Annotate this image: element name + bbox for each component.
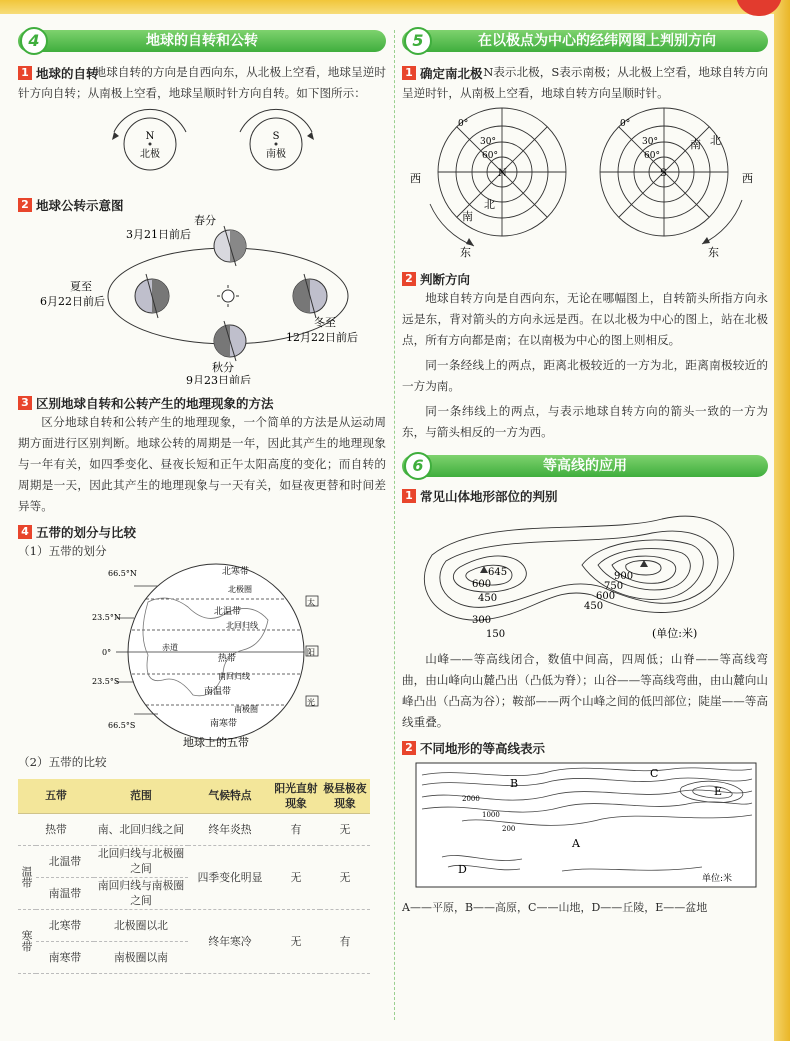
sub-5-2-title: 判断方向	[420, 272, 471, 287]
cell-sun: 无	[272, 845, 320, 909]
contour-600b: 600	[596, 591, 616, 602]
table-header-row	[18, 779, 370, 813]
sub-4-2-number: 2	[18, 198, 32, 212]
contour-label-2000: 2000	[462, 795, 480, 803]
page-top-edge	[0, 0, 790, 14]
sp-south: 南	[690, 138, 701, 151]
sub-6-1-title: 常见山体地形部位的判别	[420, 489, 558, 504]
table-row	[18, 813, 370, 845]
sub-5-1-title: 确定南北极	[420, 66, 483, 81]
section-5-header	[402, 30, 768, 52]
cell-zone: 南寒带	[36, 941, 94, 973]
five-zones-table	[18, 779, 370, 974]
sub-5-2-heading	[402, 270, 768, 288]
zone-arctic-circle: 北极圈	[228, 585, 252, 594]
contour-300: 300	[472, 615, 492, 626]
lat-23s: 23.5°S	[92, 677, 120, 686]
np-east: 东	[460, 246, 471, 259]
north-pole-circle	[112, 109, 186, 170]
cell-climate: 终年炎热	[188, 813, 272, 845]
th-direct-sun: 阳光直射现象	[272, 779, 320, 813]
np-zero: 0°	[458, 119, 469, 129]
five-zones-caption: 地球上的五带	[183, 736, 249, 748]
th-polar-day: 极昼极夜现象	[320, 779, 370, 813]
sub-4-4-heading	[18, 523, 386, 541]
sub-4-1-title: 地球的自转	[36, 66, 99, 81]
five-zones-sub2: （2）五带的比较	[18, 755, 107, 769]
south-pole-circle	[240, 109, 314, 170]
section-4-header	[18, 30, 386, 52]
revolution-diagram	[18, 214, 386, 384]
direction-text-1: 地球自转方向是自西向东，无论在哪幅图上，自转箭头所指方向永远是东，背对箭头的方向永远是西。在以北极为中心的图上，站在北极点，所有方向都是南；在以南极为中心的图上则相反。	[402, 291, 768, 347]
cell-zone: 北寒带	[36, 909, 94, 941]
lat-66n: 66.5°N	[108, 569, 137, 578]
rotation-text: 地球自转的方向是自西向东，从北极上空看，地球呈逆时针方向自转；从南极上空看，地球呈顺时针方向自转。如下图所示：	[18, 65, 386, 100]
section-6-number: 6	[404, 452, 432, 480]
poles-text: N表示北极，S表示南极；从北极上空看，地球自转方向呈逆时针，从南极上空看，地球自转方向呈顺时针。	[402, 65, 768, 100]
sun-label-1: 太	[307, 598, 315, 607]
cell-zone: 南温带	[36, 877, 94, 909]
section-5-number: 5	[404, 27, 432, 55]
zone-north-temperate: 北温带	[214, 607, 242, 617]
np-lat30: 30°	[480, 137, 496, 147]
sub-5-1-number: 1	[402, 66, 416, 80]
lat-23n: 23.5°N	[92, 613, 121, 622]
terrain-letter-c: C	[650, 767, 659, 780]
sub-4-2-title: 地球公转示意图	[36, 198, 124, 213]
terrain-letter-b: B	[510, 777, 519, 790]
sp-east: 东	[708, 246, 719, 259]
sun-icon	[217, 285, 239, 307]
sub-6-2-number: 2	[402, 741, 416, 755]
winter-date: 12月22日前后	[286, 331, 358, 344]
sp-west: 西	[742, 172, 753, 185]
autumn-label: 秋分	[212, 361, 234, 374]
sub-4-4-title: 五带的划分与比较	[36, 525, 137, 540]
lat-0: 0°	[102, 648, 112, 657]
np-south: 南	[462, 210, 473, 223]
terrain-unit: 单位:米	[702, 874, 733, 884]
summer-label: 夏至	[70, 280, 92, 293]
contour-900: 900	[614, 571, 634, 582]
sun-label-2: 阳	[307, 648, 315, 657]
five-zones-map	[18, 562, 386, 748]
autumn-date: 9月23日前后	[186, 374, 251, 384]
terrain-letter-a: A	[572, 837, 580, 850]
earth-spring	[214, 226, 246, 266]
contour-label-1000: 1000	[482, 811, 500, 819]
cell-climate: 终年寒冷	[188, 909, 272, 973]
sp-letter: S	[660, 168, 667, 179]
spring-date: 3月21日前后	[126, 228, 191, 241]
table-row	[18, 845, 370, 877]
zone-south-frigid: 南寒带	[210, 719, 238, 729]
sub-5-2-number: 2	[402, 272, 416, 286]
direction-text-3: 同一条纬线上的两点，与表示地球自转方向的箭头一致的一方为东，与箭头相反的一方为西。	[402, 404, 768, 439]
th-climate: 气候特点	[188, 779, 272, 813]
contour-750: 750	[604, 581, 624, 592]
zone-north-frigid: 北寒带	[222, 567, 250, 577]
sub-6-2-title: 不同地形的等高线表示	[420, 741, 546, 756]
lat-66s: 66.5°S	[108, 721, 136, 730]
cell-zone: 热带	[18, 813, 94, 845]
sub-6-2-heading	[402, 739, 768, 757]
contour-label-200: 200	[502, 825, 516, 833]
cell-sun: 有	[272, 813, 320, 845]
sub-6-1-heading	[402, 487, 768, 505]
zone-tropic-cancer: 北回归线	[226, 621, 258, 630]
contour-645: 645	[488, 567, 508, 578]
earth-winter	[293, 274, 327, 318]
zone-south-temperate: 南温带	[204, 687, 232, 697]
np-letter: N	[498, 168, 507, 179]
sub-4-2-heading	[18, 196, 386, 214]
contour-600: 600	[472, 579, 492, 590]
section-4-title: 地球的自转和公转	[146, 33, 258, 49]
distinguish-text: 区分地球自转和公转产生的地理现象，一个简单的方法是从运动周期方面进行区别判断。地球公转的周期是一年，因此其产生的地理现象与一年有关，如四季变化、昼夜长短和正午太阳高度的变化；而自转的周期是一天，因此其产生的地理现象与一天有关，如昼夜更替和时间差异等。	[18, 415, 386, 513]
sub-6-1-number: 1	[402, 489, 416, 503]
sp-zero: 0°	[620, 119, 631, 129]
cell-range: 南、北回归线之间	[94, 813, 188, 845]
summer-date: 6月22日前后	[40, 295, 105, 308]
cell-zone: 北温带	[36, 845, 94, 877]
np-lat60: 60°	[482, 151, 498, 161]
sub-4-1-number: 1	[18, 66, 32, 80]
sp-lat60: 60°	[644, 151, 660, 161]
zone-tropic-capricorn: 南回归线	[218, 672, 250, 681]
sp-north: 北	[710, 134, 721, 147]
cell-group-temperate: 温带	[18, 845, 36, 909]
contour-150: 150	[486, 629, 506, 640]
sub-4-4-number: 4	[18, 525, 32, 539]
zone-equator: 赤道	[162, 643, 178, 652]
column-divider	[394, 30, 395, 1020]
sub-4-3-number: 3	[18, 396, 32, 410]
terrain-text: 山峰——等高线闭合，数值中间高，四周低；山脊——等高线弯曲，由山峰向山麓凸出（凸低为脊）；山谷——等高线弯曲，由山麓向山峰凸出（凸高为谷）；鞍部——两个山峰之间的低凹部位；陡崖——等高线重叠。	[402, 652, 768, 729]
contour-450: 450	[478, 593, 498, 604]
south-pole-letter: S	[272, 131, 280, 142]
sub-4-3-title: 区别地球自转和公转产生的地理现象的方法	[36, 396, 274, 411]
five-zones-sub1: （1）五带的划分	[18, 544, 107, 558]
np-north: 北	[484, 198, 495, 211]
section-6-header	[402, 455, 768, 477]
cell-range: 北极圈以北	[94, 909, 188, 941]
cell-polar: 无	[320, 845, 370, 909]
contour-450b: 450	[584, 601, 604, 612]
np-west: 西	[410, 172, 421, 185]
sun-label-3: 光	[307, 698, 315, 707]
spring-label: 春分	[194, 214, 216, 227]
terrain-letter-e: E	[714, 785, 723, 798]
sp-lat30: 30°	[642, 137, 658, 147]
terrain-contour-map	[402, 761, 768, 891]
th-range: 范围	[94, 779, 188, 813]
peak-triangle-icon	[640, 560, 648, 567]
terrain-legend: A——平原，B——高原，C——山地，D——丘陵，E——盆地	[402, 901, 708, 914]
table-row	[18, 909, 370, 941]
cell-sun: 无	[272, 909, 320, 973]
south-pole-name: 南极	[266, 149, 286, 160]
section-5-title: 在以极点为中心的经纬网图上判别方向	[478, 33, 716, 49]
winter-label: 冬至	[314, 316, 336, 329]
polar-grid-diagram	[402, 104, 768, 260]
th-zone: 五带	[18, 779, 94, 813]
sub-4-3-heading	[18, 394, 386, 412]
cell-climate: 四季变化明显	[188, 845, 272, 909]
cell-range: 南极圈以南	[94, 941, 188, 973]
earth-autumn	[214, 321, 246, 361]
cell-range: 北回归线与北极圈之间	[94, 845, 188, 877]
left-column	[18, 30, 386, 974]
right-column	[402, 30, 768, 915]
rotation-diagram	[18, 104, 386, 186]
section-4-number: 4	[20, 27, 48, 55]
cell-range: 南回归线与南极圈之间	[94, 877, 188, 909]
north-pole-name: 北极	[140, 149, 160, 160]
zone-antarctic-circle: 南极圈	[234, 705, 258, 714]
zone-tropical: 热带	[218, 654, 237, 664]
cell-group-frigid: 寒带	[18, 909, 36, 973]
section-6-title: 等高线的应用	[543, 458, 627, 474]
direction-text-2: 同一条经线上的两点，距离北极较近的一方为北，距离南极较近的一方为南。	[402, 358, 768, 393]
page-right-edge	[774, 0, 790, 1041]
contour-unit: (单位:米)	[652, 627, 698, 640]
cell-polar: 有	[320, 909, 370, 973]
north-pole-letter: N	[145, 131, 155, 142]
earth-summer	[135, 274, 169, 318]
terrain-letter-d: D	[458, 863, 467, 876]
cell-polar: 无	[320, 813, 370, 845]
contour-diagram	[402, 505, 768, 645]
